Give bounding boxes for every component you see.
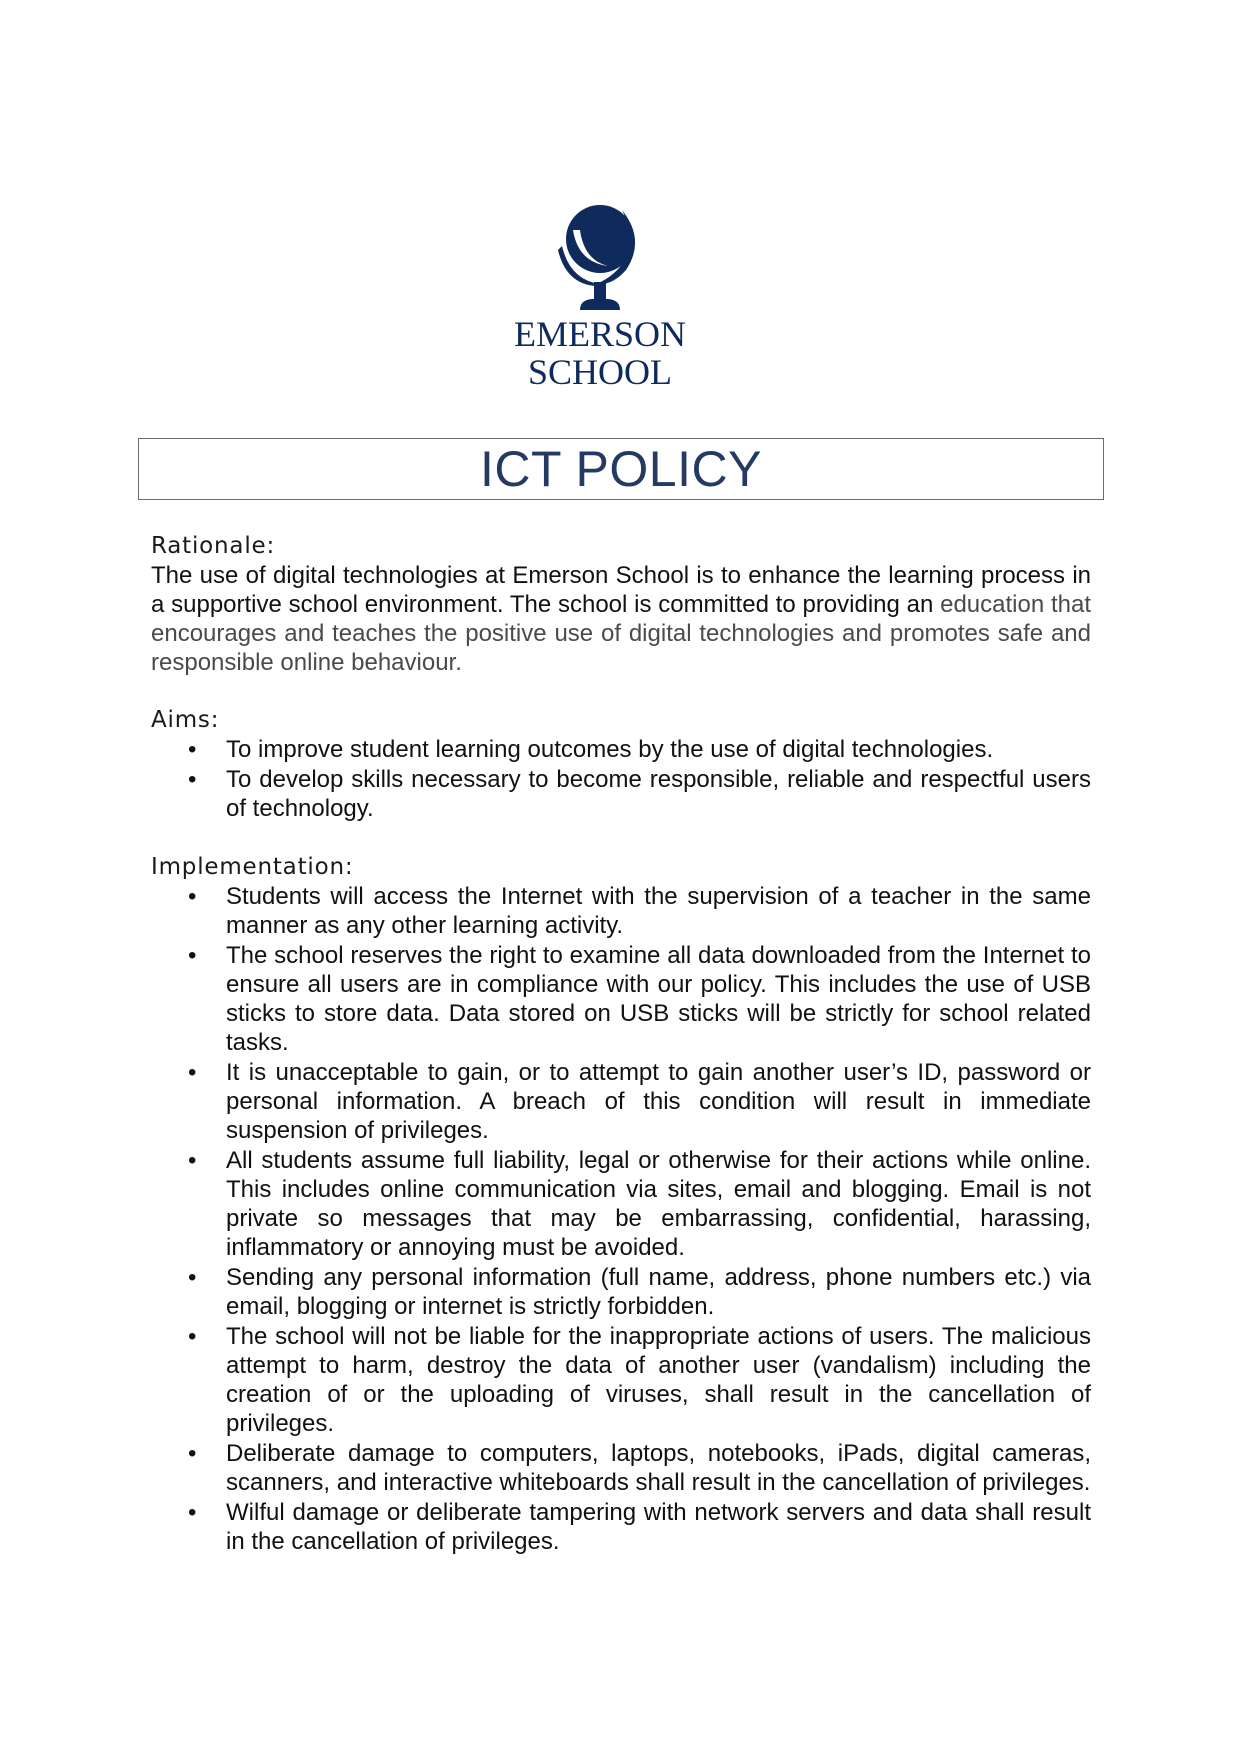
list-item: • Students will access the Internet with the supervision of a teacher in the same manner as any other learning activity. (226, 882, 1091, 940)
list-item: • The school will not be liable for the inappropriate actions of users. The malicious attempt to harm, destroy the data of another user (vandalism) including the creation of or the uploading of viruses, shall result in the cancellation of privileges. (226, 1322, 1091, 1438)
aims-heading: Aims: (151, 707, 220, 733)
logo-text-emerson: EMERSON (513, 314, 687, 354)
list-item: • All students assume full liability, legal or otherwise for their actions while online. This includes online communication via sites, email and blogging. Email is not private so messages that may be embarrassing, confidential, harassing, inflammatory or annoying must be avoided. (226, 1146, 1091, 1262)
spacer (151, 677, 1091, 706)
aims-list (151, 735, 1091, 823)
implementation-list (151, 882, 1091, 1556)
document-body (151, 532, 1091, 1557)
school-logo (500, 200, 700, 400)
list-item: • Sending any personal information (full name, address, phone numbers etc.) via email, blogging or internet is strictly forbidden. (226, 1263, 1091, 1321)
rationale-paragraph (151, 561, 1091, 677)
list-item: • The school reserves the right to examine all data downloaded from the Internet to ensure all users are in compliance with our policy. This includes the use of USB sticks to store data. Data stored on USB sticks will be strictly for school related tasks. (226, 941, 1091, 1057)
page-title: ICT POLICY (480, 441, 762, 497)
list-item: • To improve student learning outcomes by the use of digital technologies. (226, 735, 1091, 764)
rationale-text-part2: education that encourages and teaches the positive use of digital technologies and promotes safe and responsible online behaviour. (151, 591, 1091, 676)
spacer (151, 824, 1091, 853)
logo-text-school: SCHOOL (527, 352, 673, 392)
globe-logo-icon (500, 200, 700, 400)
list-item: • To develop skills necessary to become responsible, reliable and respectful users of technology. (226, 765, 1091, 823)
page-title-box (138, 438, 1104, 500)
rationale-text-part1: The use of digital technologies at Emerson School is to enhance the learning process in a supportive school environment. The school is committed to providing an (151, 562, 1091, 618)
rationale-heading: Rationale: (151, 533, 276, 559)
list-item: • Deliberate damage to computers, laptops, notebooks, iPads, digital cameras, scanners, and interactive whiteboards shall result in the cancellation of privileges. (226, 1439, 1091, 1497)
list-item: • It is unacceptable to gain, or to attempt to gain another user’s ID, password or personal information. A breach of this condition will result in immediate suspension of privileges. (226, 1058, 1091, 1145)
implementation-heading: Implementation: (151, 854, 354, 880)
list-item: • Wilful damage or deliberate tampering with network servers and data shall result in the cancellation of privileges. (226, 1498, 1091, 1556)
